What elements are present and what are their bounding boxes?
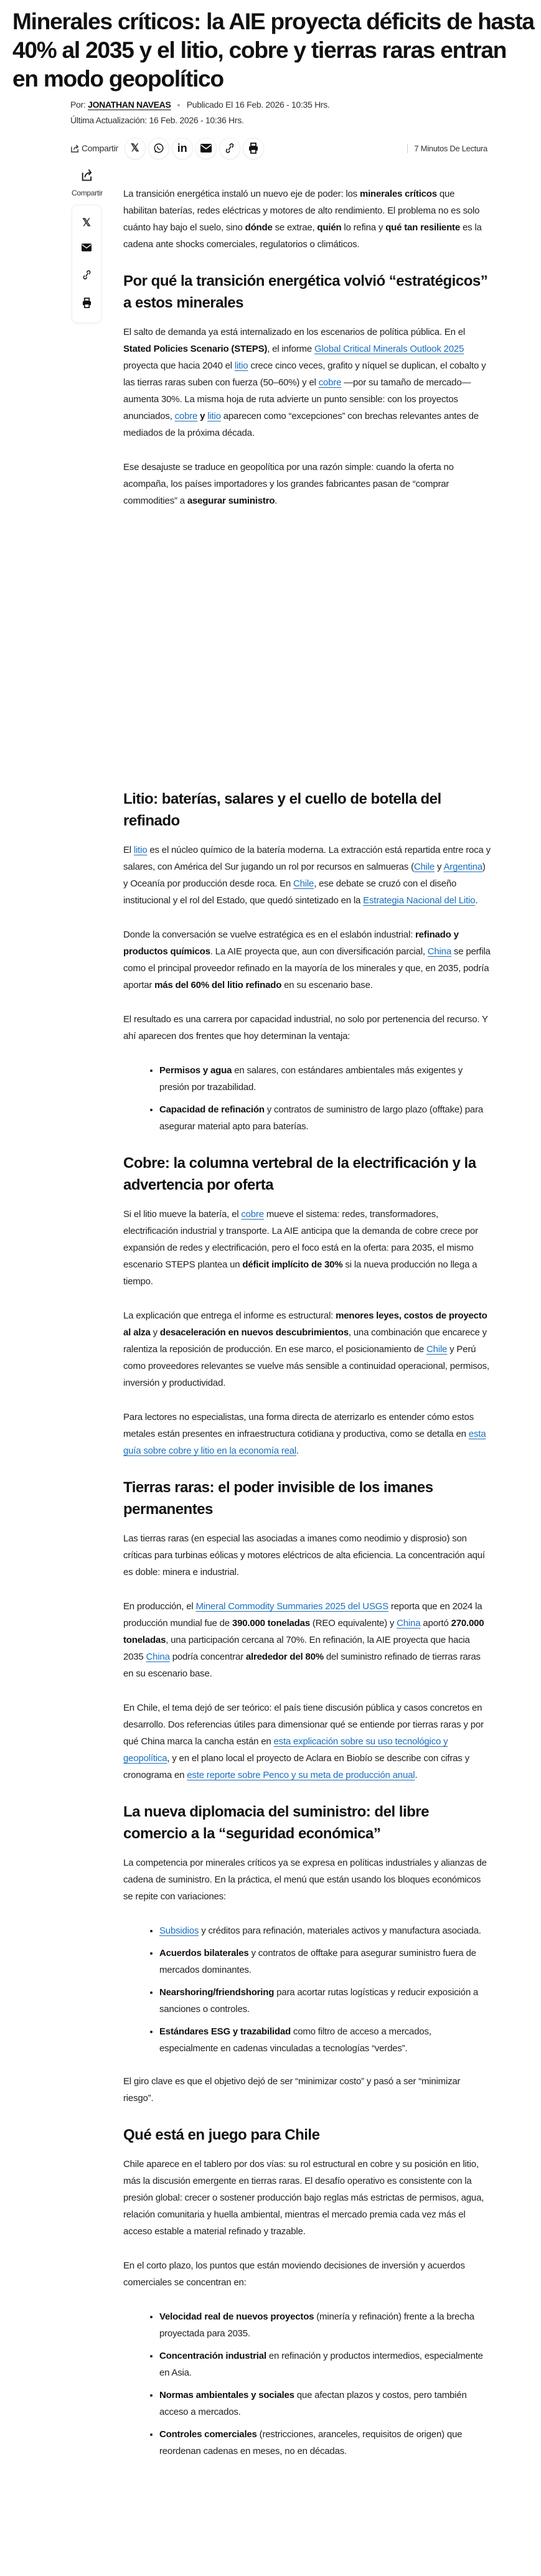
bold-text: Nearshoring/friendshoring xyxy=(159,1987,275,1998)
bold-text: Capacidad de refinación xyxy=(159,1104,265,1115)
section-heading: Qué está en juego para Chile xyxy=(123,2127,320,2143)
paragraph: La competencia por minerales críticos ya se expresa en políticas industriales y alianzas de cadena de suministro. En la práctica, el menú que están usando los bloques económicos se repite con variaciones: xyxy=(123,1858,487,1902)
list-item: • Velocidad real de nuevos proyectos (minería y refinación) frente a la brecha proyectada para 2035. xyxy=(159,2308,491,2342)
inline-link[interactable]: China xyxy=(427,946,451,957)
bullet-list xyxy=(123,1922,491,2057)
bold-text: Velocidad real de nuevos proyectos xyxy=(159,2311,314,2322)
bold-text: quién xyxy=(317,222,342,233)
list-item: • Nearshoring/friendshoring para acortar rutas logísticas y reducir exposición a sanciones o controles. xyxy=(159,1984,491,2018)
paragraph: El giro clave es que el objetivo dejó de ser “minimizar costo” y pasó a ser “minimizar riesgo”. xyxy=(123,2076,461,2104)
inline-link[interactable]: Subsidios xyxy=(159,1925,199,1936)
intro-paragraph: La transición energética instaló un nuevo eje de poder: los minerales críticos que habilitan baterías, redes eléctricas y motores de alto rendimiento. El problema no es solo cuánto hay bajo el suelo, sino dónde se extrae, quién lo refina y qué tan resiliente es la cadena ante shocks comerciales, regulatorios o climáticos. xyxy=(123,189,482,250)
inline-link[interactable]: Chile xyxy=(426,1344,448,1355)
author-link[interactable]: JONATHAN NAVEAS xyxy=(88,100,171,110)
inline-link[interactable]: Chile xyxy=(413,862,435,872)
ad-slot xyxy=(123,527,491,771)
bold-text: desaceleración en nuevos descubrimientos xyxy=(159,1327,349,1338)
sidebar-share-button[interactable] xyxy=(70,168,104,185)
paragraph: Para lectores no especialistas, una forma directa de aterrizarlo es entender cómo estos metales están presentes en infraestructura cotidiana y productiva, como se detalla en esta guía sobre cobre y litio en la economía real. xyxy=(123,1412,486,1456)
inline-link[interactable]: Chile xyxy=(293,878,314,889)
inline-link[interactable]: Argentina xyxy=(443,862,482,872)
bold-text: Normas ambientales y sociales xyxy=(159,2390,294,2400)
bold-text: 390.000 toneladas xyxy=(232,1618,310,1629)
bold-text: asegurar suministro xyxy=(187,496,275,506)
bold-text: Stated Policies Scenario (STEPS) xyxy=(123,344,268,354)
updated-date: Última Actualización: 16 Feb. 2026 - 10:36 Hrs. xyxy=(70,115,244,125)
published-date: Publicado El 16 Feb. 2026 - 10:35 Hrs. xyxy=(186,100,330,110)
paragraph: Donde la conversación se vuelve estratégica es en el eslabón industrial: refinado y productos químicos. La AIE proyecta que, aun con diversificación parcial, China se perfila como el principal proveedor refinado en la mayoría de los minerales y que, en 2035, podría aportar más del 60% del litio refinado en su escenario base. xyxy=(123,929,491,990)
bold-text: Permisos y agua xyxy=(159,1065,232,1076)
bold-text: qué tan resiliente xyxy=(385,222,460,233)
inline-link[interactable]: esta guía sobre cobre y litio en la economía real xyxy=(123,1429,486,1456)
article-title: Minerales críticos: la AIE proyecta déficits de hasta 40% al 2035 y el litio, cobre y tierras raras entran en modo geopolítico xyxy=(12,9,534,92)
bold-text: refinado y productos químicos xyxy=(123,929,459,957)
bold-text: menores leyes, costos de proyecto al alza xyxy=(123,1310,487,1338)
inline-link[interactable]: este reporte sobre Penco y su meta de producción anual xyxy=(187,1770,415,1780)
sidebar-share-box xyxy=(72,205,101,323)
print-icon xyxy=(82,298,92,308)
print-button[interactable] xyxy=(243,138,264,159)
share-linkedin-button[interactable] xyxy=(172,138,193,159)
section-heading: Por qué la transición energética volvió “estratégicos” a estos minerales xyxy=(123,273,488,311)
by-label: Por: xyxy=(70,100,86,110)
link-icon xyxy=(82,270,92,280)
mail-icon xyxy=(82,243,92,251)
bold-text: y xyxy=(197,411,208,421)
list-item: • Controles comerciales (restricciones, aranceles, requisitos de origen) que reordenan cadenas en meses, no en décadas. xyxy=(159,2426,491,2460)
paragraph: El resultado es una carrera por capacidad industrial, no solo por pertenencia del recurso. Y ahí aparecen dos frentes que hoy determinan la ventaja: xyxy=(123,1014,488,1041)
bold-text: Concentración industrial xyxy=(159,2351,266,2361)
section-heading: Tierras raras: el poder invisible de los imanes permanentes xyxy=(123,1479,433,1518)
bold-text: 270.000 toneladas xyxy=(123,1618,484,1645)
sidebar-x-button[interactable] xyxy=(82,217,91,229)
article-body xyxy=(123,186,491,2476)
list-item: • Acuerdos bilaterales y contratos de offtake para asegurar suministro fuera de mercados dominantes. xyxy=(159,1945,491,1978)
section-heading: Litio: baterías, salares y el cuello de botella del refinado xyxy=(123,791,441,829)
list-item: • Concentración industrial en refinación y productos intermedios, especialmente en Asia. xyxy=(159,2348,491,2381)
sidebar-mail-button[interactable] xyxy=(82,243,92,255)
whatsapp-icon xyxy=(153,143,164,154)
share-icon xyxy=(70,144,80,153)
inline-link[interactable]: Estrategia Nacional del Litio xyxy=(363,895,476,906)
share-bar xyxy=(70,138,487,159)
section-heading: Cobre: la columna vertebral de la electrificación y la advertencia por oferta xyxy=(123,1155,476,1193)
paragraph: En Chile, el tema dejó de ser teórico: el país tiene discusión pública y casos concretos en desarrollo. Dos referencias útiles para dimensionar qué se entiende por tierras raras y por qué China marca la cancha están en esta explicación sobre su uso tecnológico y geopolítica, y en el plano local el proyecto de Aclara en Biobío se describe con cifras y cronograma en este reporte sobre Penco y su meta de producción anual. xyxy=(123,1703,484,1780)
paragraph: En el corto plazo, los puntos que están moviendo decisiones de inversión y acuerdos comerciales se concentran en: xyxy=(123,2260,465,2288)
inline-link[interactable]: cobre xyxy=(318,377,342,388)
sidebar-share-label: Compartir xyxy=(72,189,103,197)
inline-link[interactable]: Mineral Commodity Summaries 2025 del USGS xyxy=(195,1601,388,1612)
bold-text: alrededor del 80% xyxy=(245,1652,324,1662)
list-item: • Permisos y agua en salares, con estándares ambientales más exigentes y presión por trazabilidad. xyxy=(159,1062,491,1096)
inline-link[interactable]: esta explicación sobre su uso tecnológico y geopolítica xyxy=(123,1736,448,1764)
bold-text: Acuerdos bilaterales xyxy=(159,1948,249,1958)
inline-link[interactable]: litio xyxy=(207,411,221,421)
list-item: • Estándares ESG y trazabilidad como filtro de acceso a mercados, especialmente en cadenas vinculadas a tecnologías “verdes”. xyxy=(159,2023,491,2057)
bold-text: más del 60% del litio refinado xyxy=(154,980,282,990)
sidebar-link-button[interactable] xyxy=(82,270,92,283)
inline-link[interactable]: Global Critical Minerals Outlook 2025 xyxy=(314,344,464,354)
bold-text: Estándares ESG y trazabilidad xyxy=(159,2026,291,2037)
paragraph: Las tierras raras (en especial las asociadas a imanes como neodimio y disprosio) son críticas para turbinas eólicas y motores eléctricos de alta eficiencia. La concentración aquí es doble: minera e industrial. xyxy=(123,1533,485,1577)
list-item: • Capacidad de refinación y contratos de suministro de largo plazo (offtake) para asegurar material apto para baterías. xyxy=(159,1101,491,1135)
bold-text: déficit implícito de 30% xyxy=(242,1259,343,1270)
share-mail-button[interactable] xyxy=(195,138,217,159)
paragraph: En producción, el Mineral Commodity Summaries 2025 del USGS reporta que en 2024 la producción mundial fue de 390.000 toneladas (REO equivalente) y China aportó 270.000 toneladas, una participación cercana al 70%. En refinación, la AIE proyecta que hacia 2035 China podría concentrar alrededor del 80% del suministro refinado de tierras raras en su escenario base. xyxy=(123,1601,484,1679)
mail-icon xyxy=(200,144,212,153)
share-whatsapp-button[interactable] xyxy=(148,138,169,159)
paragraph: Chile aparece en el tablero por dos vías: su rol estructural en cobre y su posición en litio, más la discusión emergente en tierras raras. El desafío operativo es consistente con la presión global: crecer o sostener producción bajo reglas más estrictas de permisos, agua, relación comunitaria y huella ambiental, mientras el mercado premia cada vez más el acceso estable a material refinado y trazable. xyxy=(123,2159,484,2237)
sidebar-print-button[interactable] xyxy=(82,298,92,311)
inline-link[interactable]: cobre xyxy=(241,1209,264,1220)
bold-text: Controles comerciales xyxy=(159,2429,257,2440)
share-label: Compartir xyxy=(82,143,118,153)
share-button[interactable] xyxy=(70,143,118,153)
inline-link[interactable]: China xyxy=(146,1652,170,1662)
list-item: • Subsidios y créditos para refinación, materiales activos y manufactura asociada. xyxy=(159,1922,491,1939)
bullet-list xyxy=(123,1062,491,1135)
inline-link[interactable]: cobre xyxy=(174,411,198,421)
x-icon: 𝕏 xyxy=(130,142,139,154)
sticky-share-sidebar xyxy=(70,168,104,323)
separator-dot xyxy=(177,104,180,106)
paragraph: Si el litio mueve la batería, el cobre mueve el sistema: redes, transformadores, electrificación industrial y transporte. La AIE anticipa que la demanda de cobre crece por expansión de redes y electrificación, pero el foco está en la oferta: para 2035, el mismo escenario STEPS plantea un déficit implícito de 30% si la nueva producción no llega a tiempo. xyxy=(123,1209,478,1287)
linkedin-icon: in xyxy=(177,141,187,154)
print-icon xyxy=(248,143,258,154)
link-icon xyxy=(225,143,235,154)
bold-text: minerales críticos xyxy=(359,189,437,199)
bullet-list xyxy=(123,2308,491,2460)
paragraph: Ese desajuste se traduce en geopolítica por una razón simple: cuando la oferta no acompaña, los países importadores y los grandes fabricantes pasan de “comprar commodities” a asegurar suministro. xyxy=(123,462,454,506)
inline-link[interactable]: litio xyxy=(234,360,248,371)
inline-link[interactable]: China xyxy=(397,1618,421,1629)
bold-text: dónde xyxy=(245,222,273,233)
paragraph: El litio es el núcleo químico de la batería moderna. La extracción está repartida entre roca y salares, con América del Sur jugando un rol por recursos en salmueras (Chile y Argentina) y Oceanía por producción desde roca. En Chile, ese debate se cruzó con el diseño institucional y el rol del Estado, que quedó sintetizado en la Estrategia Nacional del Litio. xyxy=(123,845,491,906)
read-time: 7 Minutos De Lectura xyxy=(407,144,487,153)
inline-link[interactable]: litio xyxy=(133,845,148,855)
share-x-button[interactable] xyxy=(125,138,146,159)
paragraph: El salto de demanda ya está internalizado en los escenarios de política pública. En el Stated Policies Scenario (STEPS), el informe Global Critical Minerals Outlook 2025 proyecta que hacia 2040 el litio crece cinco veces, grafito y níquel se duplican, el cobalto y las tierras raras suben con fuerza (50–60%) y el cobre —por su tamaño de mercado— aumenta 30%. La misma hoja de ruta advierte un punto sensible: con los proyectos anunciados, cobre y litio aparecen como “excepciones” con brechas relevantes antes de mediados de la próxima década. xyxy=(123,327,486,438)
share-icon xyxy=(81,168,93,182)
article-meta xyxy=(70,98,330,129)
list-item: • Normas ambientales y sociales que afectan plazos y costos, pero también acceso a mercados. xyxy=(159,2387,491,2420)
copy-link-button[interactable] xyxy=(219,138,240,159)
section-heading: La nueva diplomacia del suministro: del libre comercio a la “seguridad económica” xyxy=(123,1803,429,1842)
paragraph: La explicación que entrega el informe es estructural: menores leyes, costos de proyecto al alza y desaceleración en nuevos descubrimientos, una combinación que encarece y ralentiza la reposición de producción. En ese marco, el posicionamiento de Chile y Perú como proveedores relevantes se vuelve más sensible a continuidad operacional, permisos, inversión y productividad. xyxy=(123,1310,489,1388)
x-icon: 𝕏 xyxy=(82,216,91,228)
